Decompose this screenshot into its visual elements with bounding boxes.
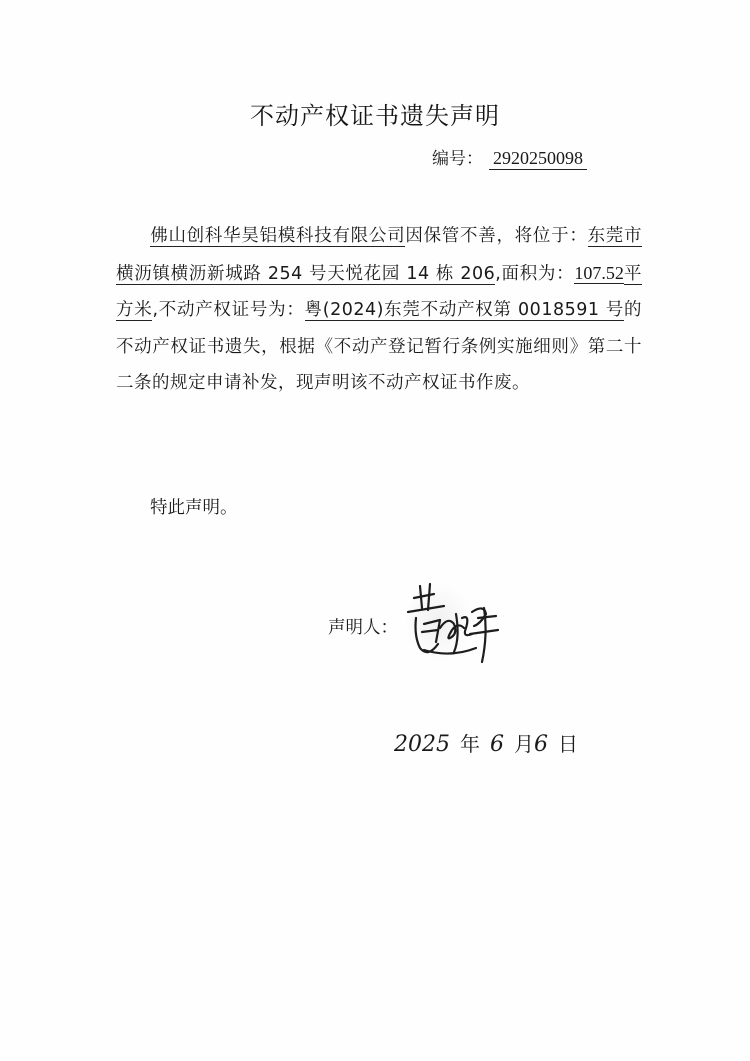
serial-label: 编号：	[432, 149, 483, 169]
area-value: 107.52	[574, 262, 624, 283]
serial-number: 2920250098	[489, 148, 587, 170]
closing-statement: 特此声明。	[150, 498, 238, 518]
property-address: 东莞市横沥镇横沥新城路 254 号天悦花园 14 栋 206	[116, 226, 643, 284]
area-unit: 平方米	[116, 263, 643, 320]
certificate-number: 粤(2024)东莞不动产权第 0018591 号	[304, 300, 624, 320]
declaration-body	[116, 218, 642, 402]
date-year-suffix: 年	[460, 732, 480, 756]
body-segment-1: 因保管不善，将位于：	[405, 226, 588, 246]
body-segment-3: ,不动产权证号为：	[152, 300, 305, 320]
page-title: 不动产权证书遗失声明	[250, 102, 500, 130]
declaration-date	[394, 728, 578, 757]
serial-number-line	[432, 144, 587, 170]
declarant-label: 声明人：	[328, 618, 398, 638]
date-year: 2025	[394, 732, 450, 757]
date-month: 6	[490, 732, 504, 757]
date-day-suffix: 日	[558, 732, 578, 756]
company-name: 佛山创科华昊铝模科技有限公司	[150, 226, 406, 246]
date-month-suffix: 月	[514, 732, 534, 756]
date-day: 6	[534, 732, 548, 757]
handwritten-signature	[400, 578, 504, 670]
body-segment-2: ,面积为：	[495, 263, 575, 284]
body-segment-4: 的不动产权证书遗失，根据《不动产登记暂行条例实施细则》第二十二条的规定申请补发，现声明该不动产权证书作废。	[116, 300, 642, 393]
